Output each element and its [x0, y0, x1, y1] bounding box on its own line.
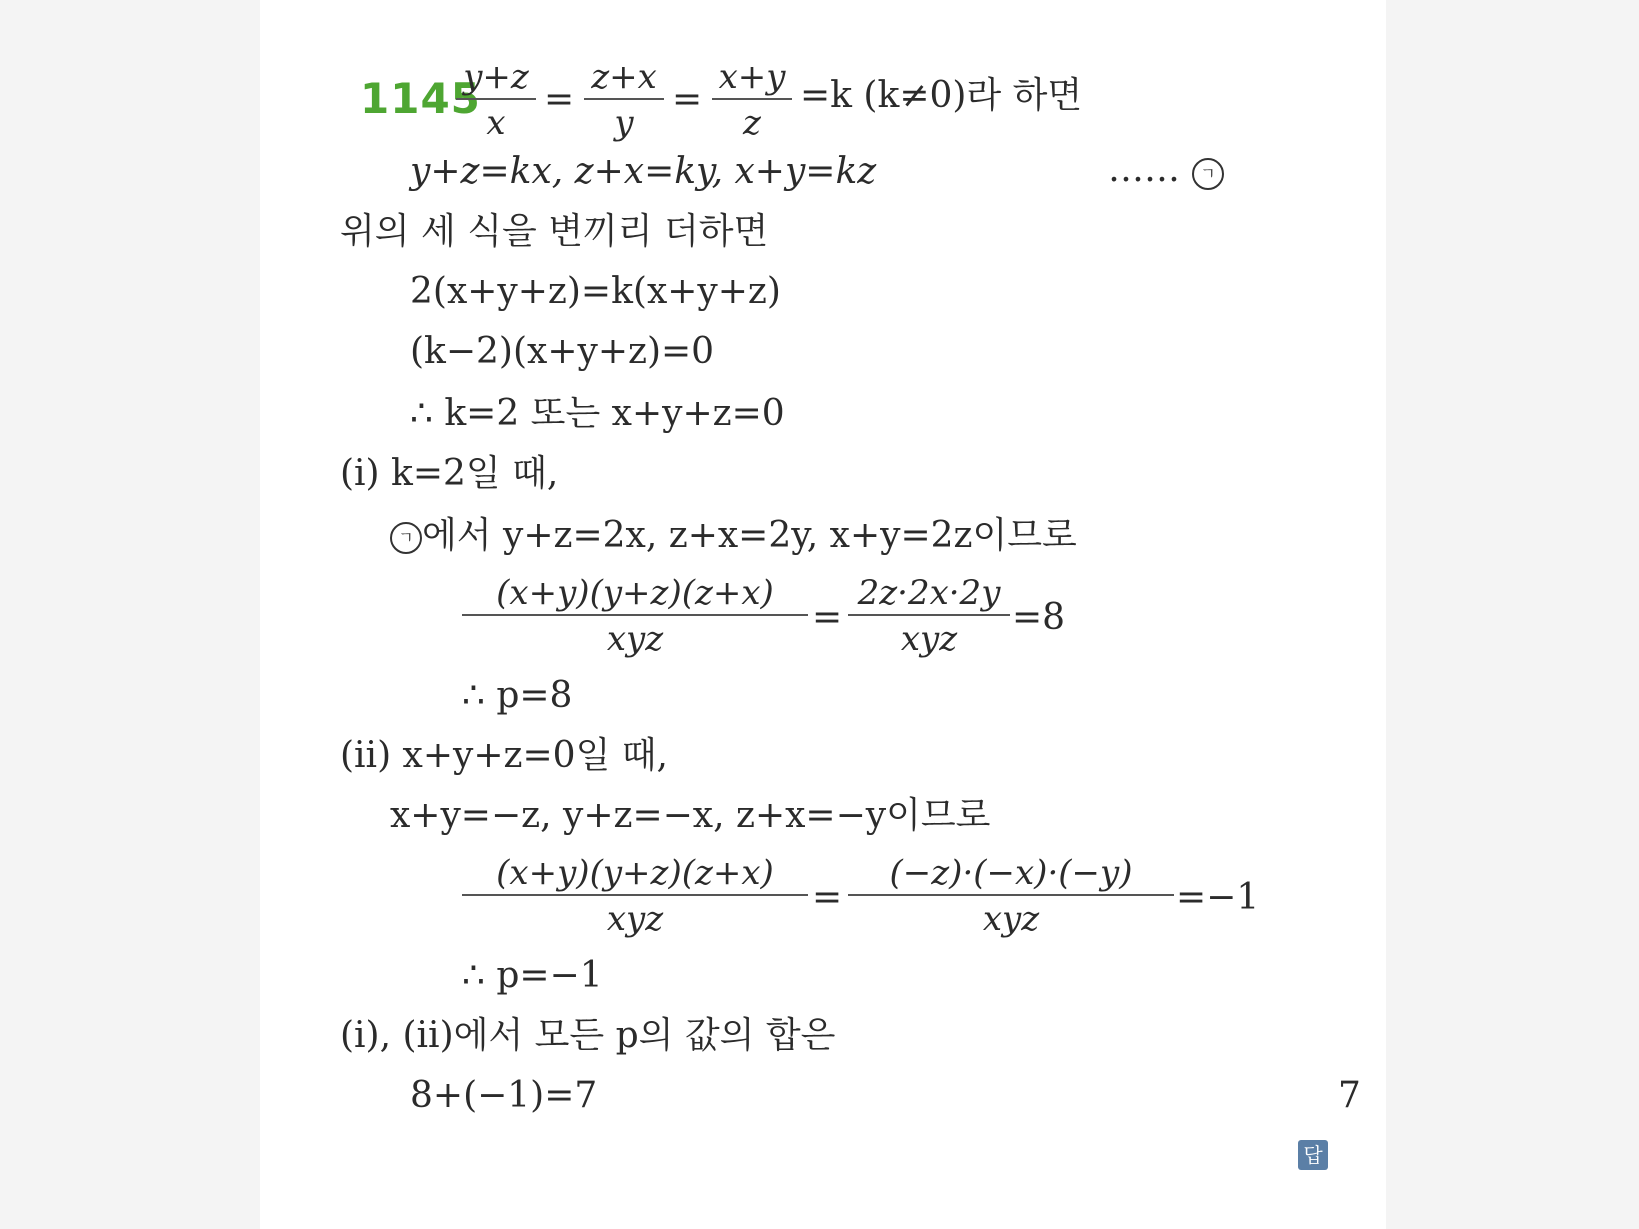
case-2-fraction-a-numerator: (x+y)(y+z)(z+x) [462, 852, 808, 896]
case-1-fraction-b-numerator: 2z·2x·2y [848, 572, 1010, 616]
case-2-fraction-b-numerator: (−z)·(−x)·(−y) [848, 852, 1174, 896]
fraction-2-numerator: z+x [584, 56, 664, 100]
case-1-result: ∴ p=8 [462, 675, 573, 716]
fraction-1 [456, 56, 536, 146]
case-1-fraction-b [848, 572, 1010, 662]
equals-1: = [544, 79, 575, 120]
case-2-fraction-b-denominator: xyz [982, 899, 1040, 939]
problem-number: 1145 [360, 74, 481, 123]
case-2-result: ∴ p=−1 [462, 955, 603, 996]
case-2-fraction-b [848, 852, 1174, 942]
summary-text: (i), (ii)에서 모든 p의 값의 합은 [340, 1015, 836, 1056]
case-1-heading: (i) k=2일 때, [340, 453, 559, 494]
answer-value: 7 [1338, 1075, 1361, 1116]
fraction-3-denominator: z [743, 103, 761, 143]
case-1-fraction-a [462, 572, 808, 662]
tag-dots: …… [1108, 149, 1180, 190]
factored-equation: (k−2)(x+y+z)=0 [410, 331, 715, 372]
tag-circle-icon: ㄱ [1192, 158, 1224, 190]
fraction-3 [712, 56, 792, 146]
case-1-condition-text: 에서 y+z=2x, z+x=2y, x+y=2z이므로 [422, 515, 1077, 556]
tag-marker [1192, 150, 1224, 194]
fraction-2 [584, 56, 664, 146]
fraction-2-denominator: y [614, 103, 634, 143]
tag-circle-icon: ㄱ [390, 522, 422, 554]
case-1-fraction-a-denominator: xyz [606, 619, 664, 659]
case-2-equals: = [812, 877, 843, 918]
case-2-value: =−1 [1176, 877, 1260, 918]
final-sum: 8+(−1)=7 [410, 1075, 598, 1116]
case-1-condition [390, 514, 1077, 558]
case-2-heading: (ii) x+y+z=0일 때, [340, 735, 669, 776]
case-2-fraction-a-denominator: xyz [606, 899, 664, 939]
case-1-equals: = [812, 597, 843, 638]
case-1-value: =8 [1012, 597, 1066, 638]
case-1-fraction-b-denominator: xyz [900, 619, 958, 659]
answer-icon: 답 [1298, 1140, 1328, 1170]
conclusion-k: ∴ k=2 또는 x+y+z=0 [410, 393, 785, 434]
case-2-fraction-a [462, 852, 808, 942]
line1-tail: =k (k≠0)라 하면 [800, 75, 1083, 116]
fraction-1-numerator: y+z [456, 56, 536, 100]
sum-equation: 2(x+y+z)=k(x+y+z) [410, 271, 781, 312]
equals-2: = [672, 79, 703, 120]
case-1-fraction-a-numerator: (x+y)(y+z)(z+x) [462, 572, 808, 616]
fraction-3-numerator: x+y [712, 56, 792, 100]
add-sides-text: 위의 세 식을 변끼리 더하면 [340, 211, 769, 252]
fraction-1-denominator: x [486, 103, 506, 143]
equation-system: y+z=kx, z+x=ky, x+y=kz [410, 151, 877, 192]
case-2-condition: x+y=−z, y+z=−x, z+x=−y이므로 [390, 795, 991, 836]
